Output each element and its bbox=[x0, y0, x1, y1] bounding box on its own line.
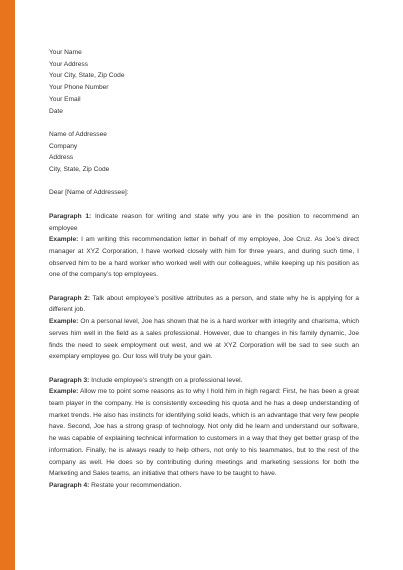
paragraph-1 bbox=[49, 211, 359, 281]
addressee-company: Company bbox=[49, 142, 78, 150]
paragraph-3-text: Include employee’s strength on a professional level. bbox=[91, 376, 243, 384]
paragraph-2-example bbox=[49, 316, 359, 363]
paragraph-3-example-text: Allow me to point some reasons as to why I hold him in high regard: First, he has been a great team player in the company. He is consistently exceeding his quota and he has a deep understanding of market trends. He also has instincts for identifying solid leads, which is an advantage that very few people have. Second, Joe has a strong grasp of technology. Not only did he learn and understand our software, he was capable of explaining technical information to customers in a way that they get better grasp of the information. Finally, he is always ready to help others, not only to his teammates, but to the rest of the company as well. He does so by contributing during meetings and marketing sessions for both the Marketing and Sales teams, an initiative that others have to be taught to have. bbox=[49, 388, 359, 478]
sender-address: Your Address bbox=[49, 60, 88, 68]
paragraph-3-instruction bbox=[49, 375, 359, 387]
sender-name: Your Name bbox=[49, 49, 82, 56]
letter-template bbox=[49, 47, 359, 492]
paragraph-3-example bbox=[49, 386, 359, 480]
sender-block bbox=[49, 47, 359, 117]
paragraph-1-label: Paragraph 1: bbox=[49, 212, 92, 220]
paragraph-2-label: Paragraph 2: bbox=[49, 294, 91, 302]
paragraph-2-example-text: On a personal level, Joe has shown that he is a hard worker with integrity and charisma, which serves him well in the field as a sales professional. However, due to changes in his family dynamic, Joe finds the need to seek employment out west, and we at XYZ Corporation will be sad to see such an exemplary employee go. Our loss will truly be your gain. bbox=[49, 318, 359, 361]
accent-bar bbox=[0, 0, 15, 570]
paragraph-1-instruction bbox=[49, 211, 359, 234]
sender-city: Your City, State, Zip Code bbox=[49, 72, 125, 80]
sender-email: Your Email bbox=[49, 95, 81, 103]
sender-date: Date bbox=[49, 107, 63, 115]
addressee-city: City, State, Zip Code bbox=[49, 166, 110, 174]
paragraph-2-example-label: Example: bbox=[49, 318, 79, 326]
paragraph-1-example bbox=[49, 234, 359, 281]
paragraph-4-label: Paragraph 4: bbox=[49, 481, 90, 489]
addressee-block bbox=[49, 129, 359, 176]
paragraph-2 bbox=[49, 293, 359, 363]
sender-phone: Your Phone Number bbox=[49, 84, 109, 92]
paragraph-3 bbox=[49, 375, 359, 480]
paragraph-4-text: Restate your recommendation. bbox=[91, 481, 182, 489]
addressee-address: Address bbox=[49, 154, 74, 162]
paragraph-1-example-text: I am writing this recommendation letter in behalf of my employee, Joe Cruz. As Joe’s direct manager at XYZ Corporation, I have worked closely with him for three years, and during such time, I observed him to be a hard worker who worked well with our colleagues, while keeping up his position as one of the company’s top employees. bbox=[49, 236, 359, 279]
salutation-text: Dear [Name of Addressee]: bbox=[49, 189, 129, 197]
paragraph-1-text: Indicate reason for writing and state why you are in the position to recommend an employee bbox=[49, 212, 359, 232]
paragraph-2-instruction bbox=[49, 293, 359, 316]
paragraph-2-text: Talk about employee’s positive attributes as a person, and state why he is applying for a different job. bbox=[49, 294, 359, 314]
paragraph-4 bbox=[49, 480, 359, 492]
paragraph-3-example-label: Example: bbox=[49, 388, 79, 396]
paragraph-3-label: Paragraph 3: bbox=[49, 376, 90, 384]
paragraph-1-example-label: Example: bbox=[49, 236, 79, 244]
addressee-name: Name of Addressee bbox=[49, 130, 107, 138]
salutation bbox=[49, 187, 359, 199]
paragraph-4-instruction bbox=[49, 480, 359, 492]
